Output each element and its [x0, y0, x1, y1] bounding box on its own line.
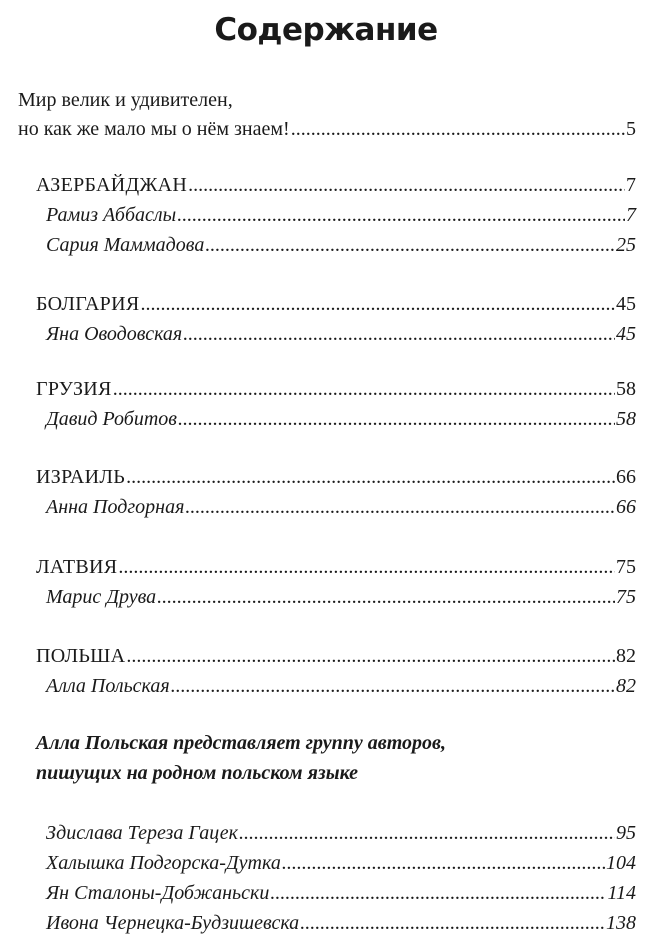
intro-label: но как же мало мы о нём знаем! [18, 118, 290, 140]
author-name: Ивона Чернецка-Будзишевска [46, 912, 300, 934]
author-name: Ян Сталоны-Добжаньски [46, 882, 270, 904]
country-entry [36, 462, 636, 492]
author-entry [36, 404, 636, 434]
page-number: 138 [606, 912, 636, 934]
leader-dots [177, 200, 625, 230]
leader-dots [118, 552, 615, 582]
country-name: ИЗРАИЛЬ [36, 466, 126, 488]
leader-dots [291, 114, 625, 144]
page-number: 75 [616, 556, 636, 578]
country-name: АЗЕРБАЙДЖАН [36, 174, 188, 196]
page-number: 75 [616, 586, 636, 608]
leader-dots [282, 848, 605, 878]
note-line-1: Алла Польская представляет группу авторов, [36, 732, 446, 754]
author-entry [36, 230, 636, 260]
leader-dots [113, 374, 615, 404]
section-israel [36, 462, 636, 522]
intro-line-2 [18, 114, 636, 144]
leader-dots [188, 170, 625, 200]
page-number: 25 [616, 234, 636, 256]
page-number: 104 [606, 852, 636, 874]
country-entry [36, 289, 636, 319]
author-name: Здислава Тереза Гацек [46, 822, 238, 844]
page-number: 66 [616, 466, 636, 488]
author-entry [46, 818, 636, 848]
page-number: 5 [626, 118, 636, 140]
leader-dots [178, 404, 615, 434]
author-entry [36, 319, 636, 349]
page-number: 7 [626, 204, 636, 226]
country-name: БОЛГАРИЯ [36, 293, 140, 315]
section-georgia [36, 374, 636, 434]
page-number: 66 [616, 496, 636, 518]
section-azerbaijan [36, 170, 636, 260]
page-number: 45 [616, 293, 636, 315]
page-number: 58 [616, 378, 636, 400]
author-name: Рамиз Аббаслы [46, 204, 177, 226]
leader-dots [270, 878, 606, 908]
country-entry [36, 374, 636, 404]
leader-dots [126, 462, 615, 492]
leader-dots [205, 230, 615, 260]
leader-dots [157, 582, 615, 612]
note-line-2: пишущих на родном польском языке [36, 762, 358, 784]
country-entry [36, 641, 636, 671]
country-entry [36, 552, 636, 582]
author-name: Давид Робитов [46, 408, 177, 430]
author-entry [36, 492, 636, 522]
author-entry [36, 671, 636, 701]
author-name: Марис Друва [46, 586, 157, 608]
section-latvia [36, 552, 636, 612]
leader-dots [141, 289, 616, 319]
author-entry [46, 908, 636, 938]
page-number: 95 [616, 822, 636, 844]
leader-dots [300, 908, 605, 938]
group-note [36, 728, 636, 788]
author-entry [36, 200, 636, 230]
leader-dots [239, 818, 615, 848]
country-name: ПОЛЬША [36, 645, 126, 667]
country-entry [36, 170, 636, 200]
polish-authors-list [46, 818, 636, 938]
country-name: ЛАТВИЯ [36, 556, 118, 578]
author-entry [46, 848, 636, 878]
leader-dots [126, 641, 615, 671]
author-name: Алла Польская [46, 675, 170, 697]
leader-dots [185, 492, 615, 522]
page-number: 82 [616, 675, 636, 697]
page-number: 114 [607, 882, 636, 904]
page-number: 58 [616, 408, 636, 430]
author-name: Сария Маммадова [46, 234, 205, 256]
leader-dots [183, 319, 615, 349]
section-poland [36, 641, 636, 701]
leader-dots [171, 671, 615, 701]
author-name: Анна Подгорная [46, 496, 185, 518]
page-title: Содержание [214, 12, 438, 48]
intro-line-1: Мир велик и удивителен, [18, 89, 233, 111]
author-entry [36, 582, 636, 612]
page-number: 82 [616, 645, 636, 667]
author-entry [46, 878, 636, 908]
page-number: 7 [626, 174, 636, 196]
country-name: ГРУЗИЯ [36, 378, 112, 400]
author-name: Яна Оводовская [46, 323, 183, 345]
section-bulgaria [36, 289, 636, 349]
page-number: 45 [616, 323, 636, 345]
intro-entry [18, 86, 636, 144]
author-name: Халышка Подгорска-Дутка [46, 852, 281, 874]
